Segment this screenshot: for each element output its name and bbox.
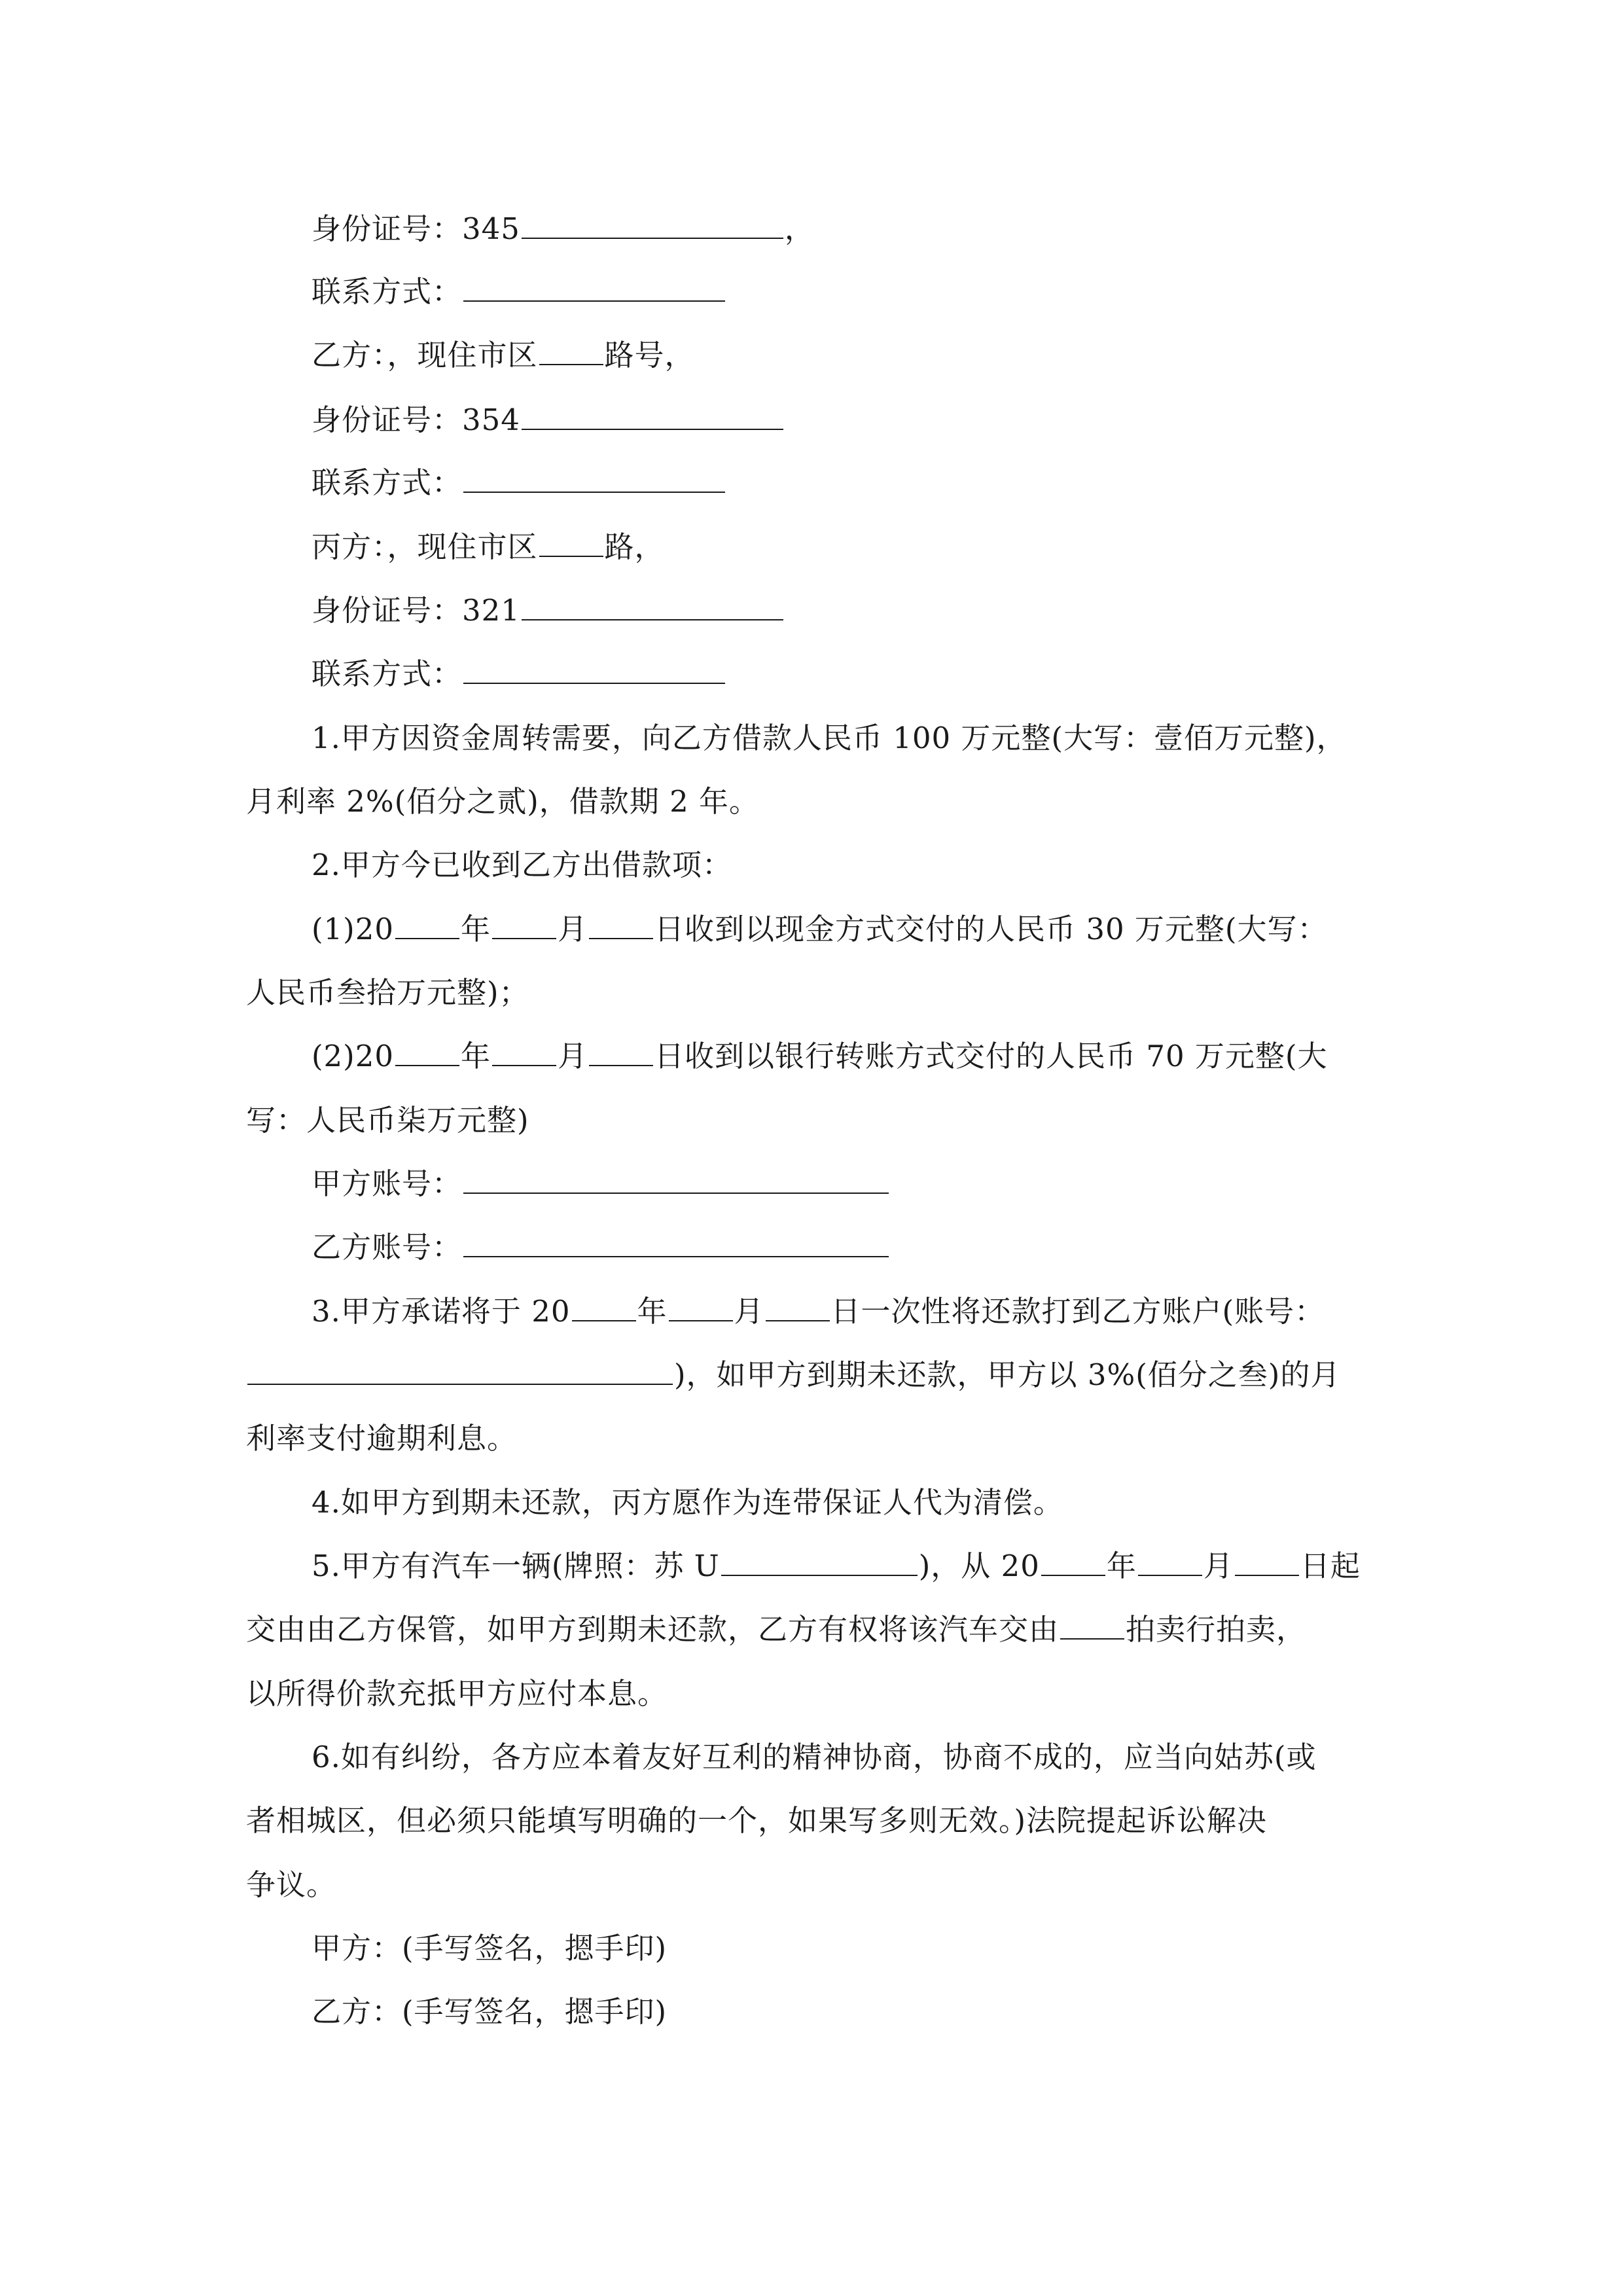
day-blank	[589, 1039, 653, 1066]
party-c-contact-line	[312, 656, 726, 692]
account-blank	[247, 1357, 673, 1385]
year-label: 年	[461, 1039, 491, 1073]
item-rest: 日收到以银行转账方式交付的人民币 70 万元整(大	[654, 1039, 1328, 1073]
month-blank	[1138, 1549, 1202, 1576]
party-a-contact-line	[312, 274, 726, 310]
party-b-intro: 乙方：，现住市区	[312, 338, 538, 372]
id-blank	[522, 211, 783, 239]
clause-5-line-1	[312, 1548, 1361, 1585]
clause-3-rest: 日一次性将还款打到乙方账户(账号：	[830, 1294, 1325, 1329]
clause-6-line-2: 者相城区，但必须只能填写明确的一个，如果写多则无效。)法院提起诉讼解决	[246, 1803, 1268, 1838]
plate-blank	[721, 1549, 918, 1576]
contact-label: 联系方式：	[312, 465, 463, 500]
party-b-intro-suffix: 路号，	[604, 338, 695, 372]
clause-3-prefix: 3.甲方承诺将于 20	[312, 1294, 571, 1329]
contact-blank	[463, 465, 725, 493]
party-c-intro-line	[312, 529, 665, 565]
year-label: 年	[637, 1294, 668, 1329]
id-blank	[522, 593, 783, 620]
street-blank	[539, 338, 603, 365]
party-b-id-line	[312, 402, 785, 439]
contact-label: 联系方式：	[312, 274, 463, 309]
clause-5-line-2-b: 拍卖行拍卖，	[1126, 1612, 1307, 1647]
contact-label: 联系方式：	[312, 656, 463, 691]
clause-3-line-2	[246, 1357, 1340, 1393]
id-value: 345	[462, 211, 520, 246]
party-c-intro-suffix: 路，	[604, 529, 665, 564]
clause-5-line-2-a: 交由由乙方保管，如甲方到期未还款，乙方有权将该汽车交由	[246, 1612, 1060, 1647]
id-label: 身份证号：	[312, 211, 463, 246]
street-blank	[539, 529, 603, 557]
clause-6-line-1: 6.如有纠纷，各方应本着友好互利的精神协商，协商不成的，应当向姑苏(或	[312, 1740, 1317, 1774]
account-b-line	[312, 1229, 890, 1266]
clause-2-line-1: 2.甲方今已收到乙方出借款项：	[312, 848, 732, 882]
clause-1-line-1: 1.甲方因资金周转需要，向乙方借款人民币 100 万元整(大写：壹佰万元整)，	[312, 721, 1347, 755]
id-label: 身份证号：	[312, 403, 463, 437]
year-blank	[572, 1294, 636, 1321]
year-label: 年	[461, 912, 491, 946]
year-label: 年	[1106, 1549, 1137, 1583]
month-label: 月	[558, 1039, 588, 1073]
day-blank	[766, 1294, 830, 1321]
clause-3-line-2-rest: )，如甲方到期未还款，甲方以 3%(佰分之叁)的月	[674, 1357, 1341, 1392]
clause-2-item-2-line-2: 写：人民币柒万元整)	[246, 1103, 529, 1138]
month-blank	[669, 1294, 733, 1321]
month-blank	[492, 912, 556, 939]
clause-1-line-2: 月利率 2%(佰分之贰)，借款期 2 年。	[246, 784, 760, 819]
date-prefix: (2)20	[312, 1039, 395, 1073]
year-blank	[1041, 1549, 1105, 1576]
party-b-contact-line	[312, 465, 726, 501]
signature-party-b: 乙方：(手写签名，摁手印)	[312, 1994, 668, 2029]
clause-3-line-1	[312, 1293, 1325, 1330]
id-blank	[522, 403, 783, 430]
contact-blank	[463, 656, 725, 684]
id-value: 321	[462, 593, 520, 628]
month-blank	[492, 1039, 556, 1066]
month-label: 月	[1203, 1549, 1234, 1583]
year-blank	[395, 1039, 459, 1066]
clause-5-line-2	[246, 1611, 1306, 1648]
account-b-blank	[463, 1230, 889, 1257]
account-b-label: 乙方账号：	[312, 1230, 463, 1265]
clause-3-line-3: 利率支付逾期利息。	[246, 1421, 518, 1456]
auction-blank	[1060, 1612, 1124, 1640]
month-label: 月	[558, 912, 588, 946]
clause-5-mid: )，从 20	[918, 1549, 1040, 1583]
signature-party-a: 甲方：(手写签名，摁手印)	[312, 1931, 668, 1965]
day-blank	[589, 912, 653, 939]
clause-5-rest: 日起	[1300, 1549, 1361, 1583]
contact-blank	[463, 274, 725, 302]
clause-5-line-3: 以所得价款充抵甲方应付本息。	[246, 1676, 668, 1711]
id-value: 354	[462, 403, 520, 437]
account-a-blank	[463, 1166, 889, 1194]
party-c-id-line	[312, 592, 785, 629]
clause-2-item-1	[312, 911, 1327, 948]
day-blank	[1235, 1549, 1299, 1576]
clause-6-line-3: 争议。	[246, 1867, 337, 1902]
year-blank	[395, 912, 459, 939]
account-a-label: 甲方账号：	[312, 1166, 463, 1201]
clause-2-item-1-line-2: 人民币叁拾万元整)；	[246, 975, 529, 1010]
item-rest: 日收到以现金方式交付的人民币 30 万元整(大写：	[654, 912, 1328, 946]
account-a-line	[312, 1166, 890, 1202]
clause-2-item-2	[312, 1038, 1327, 1075]
party-a-id-line	[312, 211, 815, 247]
party-b-intro-line	[312, 337, 695, 374]
date-prefix: (1)20	[312, 912, 395, 946]
party-c-intro: 丙方：，现住市区	[312, 529, 538, 564]
id-label: 身份证号：	[312, 593, 463, 628]
clause-5-prefix: 5.甲方有汽车一辆(牌照：苏 U	[312, 1549, 720, 1583]
month-label: 月	[734, 1294, 764, 1329]
id-suffix: ，	[784, 211, 815, 246]
clause-4-line-1: 4.如甲方到期未还款，丙方愿作为连带保证人代为清偿。	[312, 1485, 1063, 1520]
